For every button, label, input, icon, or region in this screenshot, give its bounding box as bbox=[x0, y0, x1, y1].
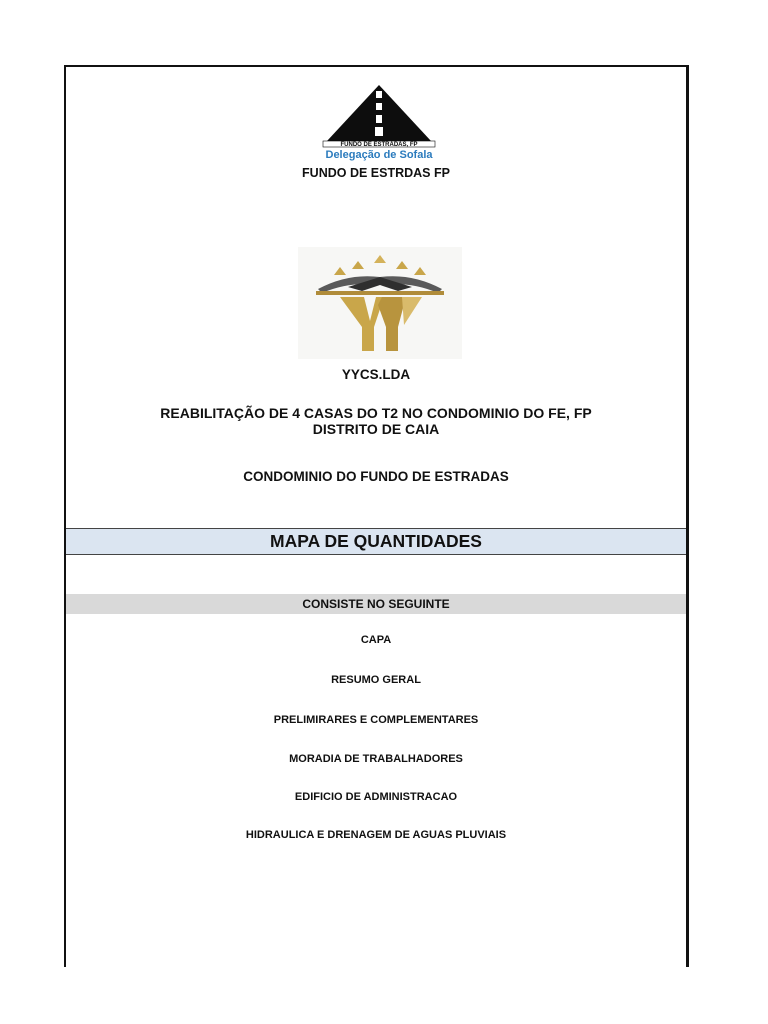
contents-item: MORADIA DE TRABALHADORES bbox=[289, 753, 463, 765]
svg-text:FUNDO DE ESTRADAS, FP: FUNDO DE ESTRADAS, FP bbox=[340, 142, 418, 148]
document-title-band bbox=[66, 528, 686, 555]
company-name: YYCS.LDA bbox=[341, 367, 411, 382]
document-page bbox=[64, 65, 689, 967]
svg-text:Delegação de Sofala: Delegação de Sofala bbox=[325, 149, 433, 161]
project-title-line-2: DISTRITO DE CAIA bbox=[312, 421, 440, 437]
contents-heading-band bbox=[66, 594, 686, 614]
contents-item: HIDRAULICA E DRENAGEM DE AGUAS PLUVIAIS bbox=[245, 829, 507, 841]
contents-item: PRELIMIRARES E COMPLEMENTARES bbox=[273, 714, 479, 726]
contents-heading: CONSISTE NO SEGUINTE bbox=[302, 597, 450, 611]
fundo-estradas-logo bbox=[297, 81, 461, 161]
contents-item: RESUMO GERAL bbox=[331, 674, 421, 686]
project-title-line-1: REABILITAÇÃO DE 4 CASAS DO T2 NO CONDOMINIO DO FE, FP bbox=[160, 405, 592, 421]
contents-item: CAPA bbox=[360, 634, 392, 646]
document-title: MAPA DE QUANTIDADES bbox=[270, 531, 482, 551]
fundo-estradas-name: FUNDO DE ESTRDAS FP bbox=[302, 166, 450, 180]
yycs-logo bbox=[298, 247, 462, 359]
contents-item: EDIFICIO DE ADMINISTRACAO bbox=[294, 791, 458, 803]
project-title bbox=[66, 405, 686, 437]
project-location: CONDOMINIO DO FUNDO DE ESTRADAS bbox=[243, 469, 509, 484]
